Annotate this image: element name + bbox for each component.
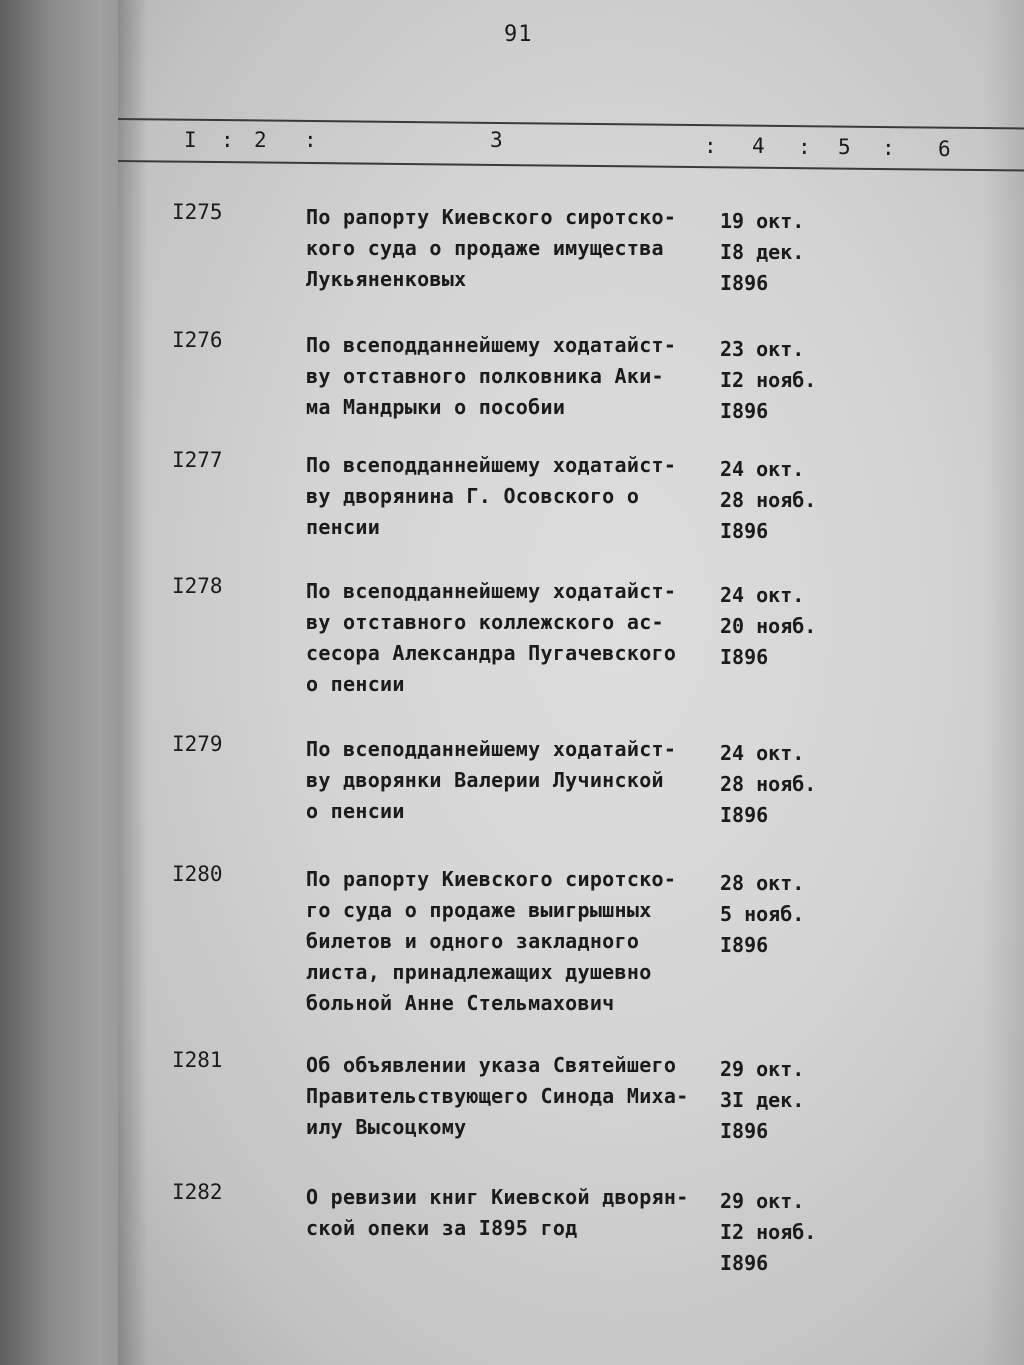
column-header-separator: : bbox=[221, 128, 234, 152]
entry-number: I275 bbox=[172, 200, 223, 224]
entry-title-line: ву отставного полковника Аки- bbox=[306, 364, 664, 388]
entry-start-date: 19 окт. bbox=[720, 209, 805, 233]
column-header-2: 2 bbox=[254, 128, 267, 152]
entry-title-line: ву дворянки Валерии Лучинской bbox=[306, 768, 664, 792]
entry-title-line: го суда о продаже выигрышных bbox=[306, 898, 652, 922]
entry-number: I279 bbox=[172, 732, 223, 756]
entry-title-line: Об объявлении указа Святейшего bbox=[306, 1053, 677, 1077]
column-header-separator: : bbox=[798, 135, 811, 159]
entry-title-line: ской опеки за I895 год bbox=[306, 1216, 578, 1240]
column-header-separator: : bbox=[882, 136, 895, 160]
entry-start-date: 29 окт. bbox=[720, 1057, 805, 1081]
entry-start-date: 24 окт. bbox=[720, 741, 805, 765]
entry-dates bbox=[720, 454, 816, 547]
entry-title-line: листа, принадлежащих душевно bbox=[306, 960, 652, 984]
entry-title-line: По всеподданнейшему ходатайст- bbox=[306, 333, 677, 357]
entry-title-line: кого суда о продаже имущества bbox=[306, 236, 664, 260]
column-header-6: 6 bbox=[938, 137, 951, 161]
page-number: 91 bbox=[504, 22, 533, 47]
entry-dates bbox=[720, 580, 816, 673]
entry-year: I896 bbox=[720, 933, 769, 957]
entry-year: I896 bbox=[720, 1251, 769, 1275]
entry-title bbox=[306, 1050, 726, 1143]
entry-title-line: больной Анне Стельмахович bbox=[306, 991, 615, 1015]
entry-title bbox=[306, 330, 726, 423]
entry-year: I896 bbox=[720, 645, 769, 669]
entry-dates bbox=[720, 1054, 804, 1147]
entry-end-date: I2 нояб. bbox=[720, 1220, 817, 1244]
entry-end-date: 20 нояб. bbox=[720, 614, 817, 638]
entry-title bbox=[306, 734, 726, 827]
entry-end-date: 28 нояб. bbox=[720, 488, 817, 512]
entry-number: I281 bbox=[172, 1048, 223, 1072]
entry-title-line: Лукьяненковых bbox=[306, 267, 467, 291]
entry-end-date: 5 нояб. bbox=[720, 902, 805, 926]
column-header-5: 5 bbox=[838, 135, 851, 159]
page-edge-shade bbox=[984, 0, 1024, 1365]
entry-start-date: 23 окт. bbox=[720, 337, 805, 361]
entry-title-line: пенсии bbox=[306, 515, 381, 539]
entry-year: I896 bbox=[720, 803, 769, 827]
entry-title-line: О ревизии книг Киевской дворян- bbox=[306, 1185, 689, 1209]
entry-end-date: 28 нояб. bbox=[720, 772, 817, 796]
document-page bbox=[118, 0, 1024, 1365]
entry-year: I896 bbox=[720, 271, 769, 295]
entry-title-line: По рапорту Киевского сиротско- bbox=[306, 867, 677, 891]
entry-end-date: I8 дек. bbox=[720, 240, 805, 264]
entry-title-line: илу Высоцкому bbox=[306, 1115, 467, 1139]
entry-dates bbox=[720, 868, 804, 961]
entry-end-date: I2 нояб. bbox=[720, 368, 817, 392]
entry-title-line: ву отставного коллежского ас- bbox=[306, 610, 664, 634]
column-header-separator: : bbox=[304, 128, 317, 152]
entry-number: I277 bbox=[172, 448, 223, 472]
entry-start-date: 24 окт. bbox=[720, 457, 805, 481]
header-rule-bottom bbox=[118, 160, 1024, 171]
entry-dates bbox=[720, 334, 816, 427]
entry-title bbox=[306, 864, 726, 1019]
entry-year: I896 bbox=[720, 1119, 769, 1143]
entry-title bbox=[306, 576, 726, 700]
column-header-4: 4 bbox=[752, 134, 765, 158]
entry-dates bbox=[720, 206, 804, 299]
column-header-3: 3 bbox=[490, 128, 503, 152]
entry-year: I896 bbox=[720, 519, 769, 543]
entry-end-date: 3I дек. bbox=[720, 1088, 805, 1112]
entry-title-line: о пенсии bbox=[306, 799, 405, 823]
entry-year: I896 bbox=[720, 399, 769, 423]
entry-title-line: По всеподданнейшему ходатайст- bbox=[306, 737, 677, 761]
entry-dates bbox=[720, 1186, 816, 1279]
entry-title-line: о пенсии bbox=[306, 672, 405, 696]
entry-number: I280 bbox=[172, 862, 223, 886]
entry-title-line: По всеподданнейшему ходатайст- bbox=[306, 579, 677, 603]
entry-title-line: ма Mандрыки о пособии bbox=[306, 395, 566, 419]
entry-start-date: 28 окт. bbox=[720, 871, 805, 895]
entry-number: I282 bbox=[172, 1180, 223, 1204]
facing-page-edge bbox=[0, 0, 118, 1365]
entry-start-date: 24 окт. bbox=[720, 583, 805, 607]
entry-title bbox=[306, 450, 726, 543]
entry-title-line: ву дворянина Г. Осовского о bbox=[306, 484, 640, 508]
column-header-separator: : bbox=[704, 134, 717, 158]
entry-dates bbox=[720, 738, 816, 831]
entry-title bbox=[306, 1182, 726, 1244]
entry-title bbox=[306, 202, 726, 295]
entry-start-date: 29 окт. bbox=[720, 1189, 805, 1213]
entry-number: I276 bbox=[172, 328, 223, 352]
entry-title-line: Правительствующего Синода Миха- bbox=[306, 1084, 689, 1108]
entry-title-line: По рапорту Киевского сиротско- bbox=[306, 205, 677, 229]
entry-title-line: По всеподданнейшему ходатайст- bbox=[306, 453, 677, 477]
entry-title-line: сесора Александра Пугачевского bbox=[306, 641, 677, 665]
column-header-1: I bbox=[184, 128, 197, 152]
entry-title-line: билетов и одного закладного bbox=[306, 929, 640, 953]
gutter-shadow bbox=[118, 0, 148, 1365]
entry-number: I278 bbox=[172, 574, 223, 598]
